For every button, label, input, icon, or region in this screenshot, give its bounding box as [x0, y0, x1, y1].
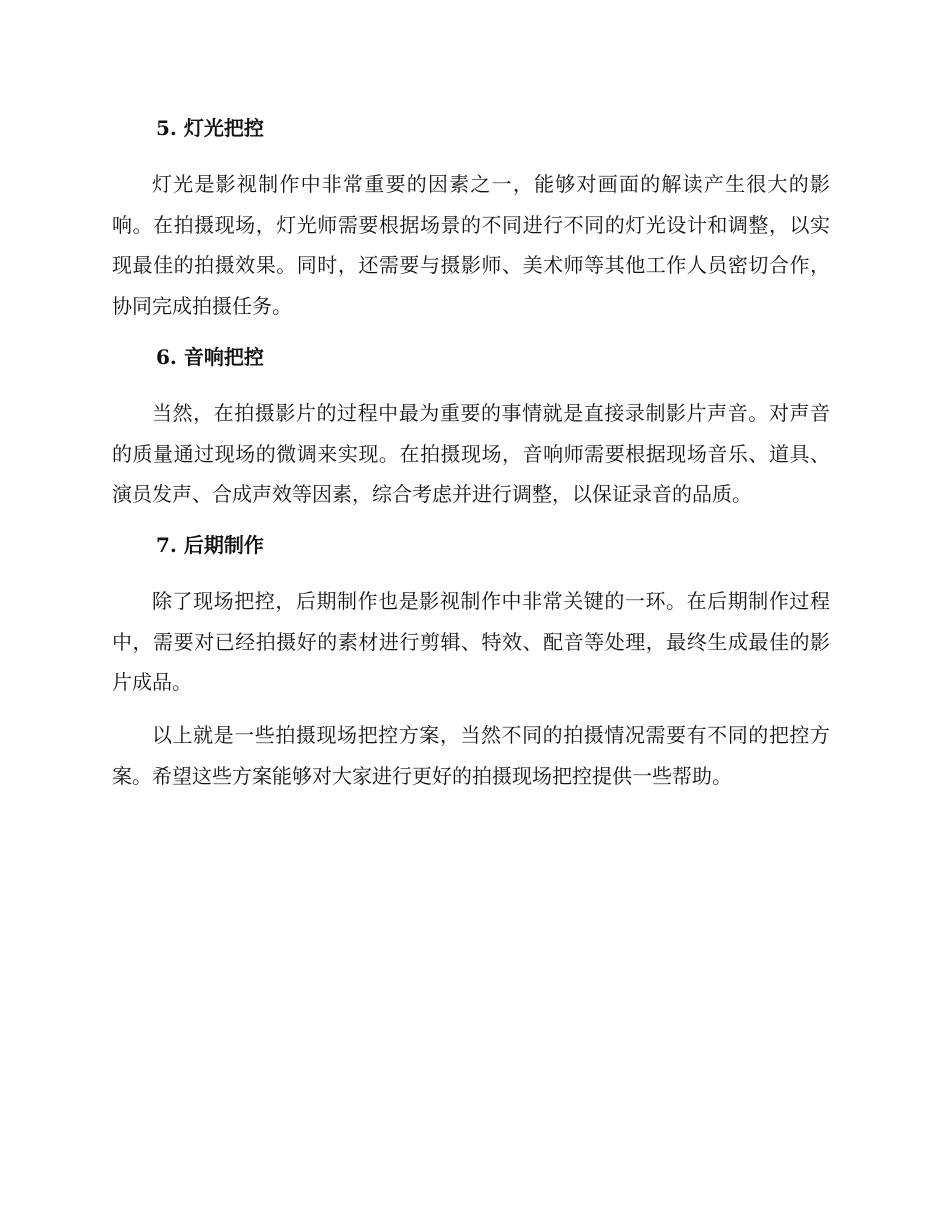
paragraph-lighting: 灯光是影视制作中非常重要的因素之一，能够对画面的解读产生很大的影响。在拍摄现场，灯光师需要根据场景的不同进行不同的灯光设计和调整，以实现最佳的拍摄效果。同时，还需要与摄影师、美术师等其他工作人员密切合作，协同完成拍摄任务。: [112, 172, 830, 319]
section-heading-lighting: 5. 灯光把控: [156, 116, 264, 140]
paragraph-conclusion: 以上就是一些拍摄现场把控方案，当然不同的拍摄情况需要有不同的把控方案。希望这些方案能够对大家进行更好的拍摄现场把控提供一些帮助。: [112, 723, 830, 788]
paragraph-post-production: 除了现场把控，后期制作也是影视制作中非常关键的一环。在后期制作过程中，需要对已经拍摄好的素材进行剪辑、特效、配音等处理，最终生成最佳的影片成品。: [112, 588, 830, 695]
document-body: [112, 110, 830, 796]
section-heading-post-production: 7. 后期制作: [156, 532, 264, 557]
paragraph-sound: 当然，在拍摄影片的过程中最为重要的事情就是直接录制影片声音。对声音的质量通过现场的微调来实现。在拍摄现场，音响师需要根据现场音乐、道具、演员发声、合成声效等因素，综合考虑并进行调整，以保证录音的品质。: [112, 400, 830, 507]
section-heading-sound: 6. 音响把控: [156, 344, 264, 369]
